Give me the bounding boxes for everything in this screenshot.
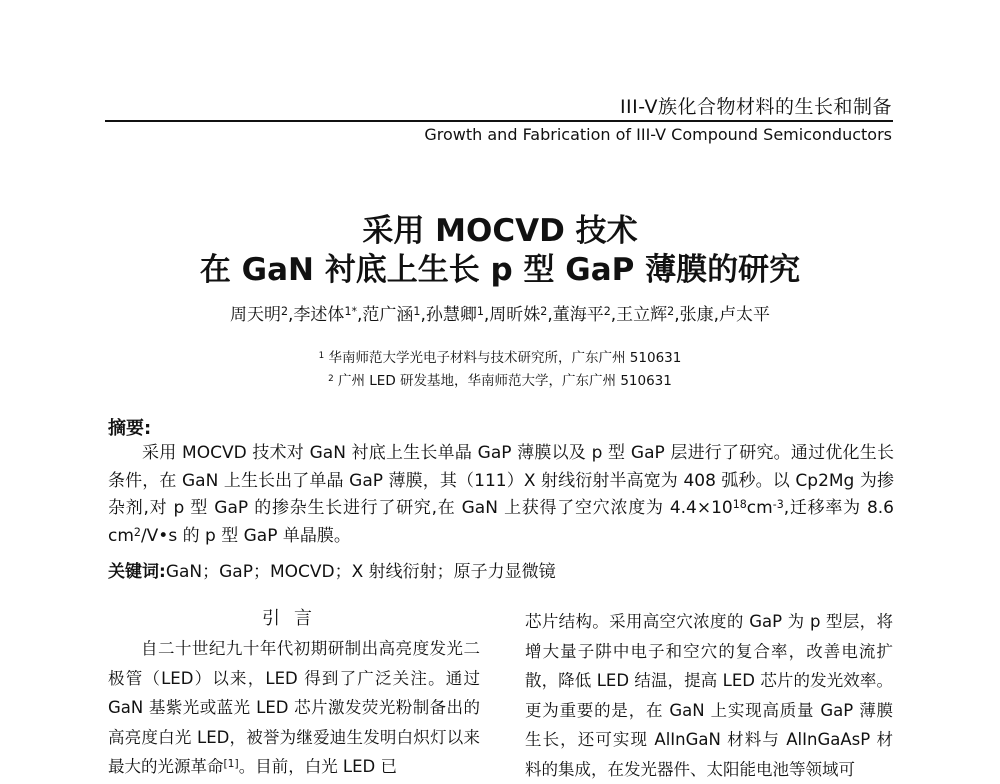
author: 张康: [679, 305, 714, 325]
intro-paragraph-left: 自二十世纪九十年代初期研制出高亮度发光二极管（LED）以来，LED 得到了广泛关注。通过 GaN 基紫光或蓝光 LED 芯片激发荧光粉制备出的高亮度白光 LED，被誉为继爱迪生发明白炽灯以来最大的光源革命[1]。目前，白光 LED 已: [108, 639, 480, 776]
citation-ref: [1]: [223, 757, 239, 771]
affiliation-2: $^2$ 广州 LED 研发基地，华南师范大学，广东广州 510631: [328, 373, 672, 389]
author-list: 周天明$^2$,李述体$^{1*}$,范广涵$^1$,孙慧卿$^1$,周昕姝$^2$,董海平$^2$,王立辉$^2$,张康,卢太平: [230, 305, 770, 325]
author: 周天明$^2$: [230, 305, 289, 325]
keywords: [108, 557, 556, 582]
keywords-label: 关键词:: [108, 562, 166, 582]
author: 周昕姝$^2$: [489, 305, 548, 325]
running-header-chinese: III-V族化合物材料的生长和制备: [619, 96, 892, 118]
author: 董海平$^2$: [552, 305, 611, 325]
running-header-english: Growth and Fabrication of III-V Compound Semiconductors: [424, 125, 892, 144]
paper-title-line-1: 采用 MOCVD 技术: [362, 213, 638, 249]
affiliation-1: $^1$ 华南师范大学光电子材料与技术研究所，广东广州 510631: [318, 350, 682, 366]
body-column-left: [108, 607, 480, 782]
body-column-right: [525, 607, 893, 784]
header-divider: [105, 120, 893, 122]
author: 范广涵$^1$: [362, 305, 421, 325]
keywords-list: GaN；GaP；MOCVD；X 射线衍射；原子力显微镜: [165, 562, 556, 582]
author: 李述体$^{1*}$: [293, 305, 357, 325]
intro-paragraph-right: 芯片结构。采用高空穴浓度的 GaP 为 p 型层，将增大量子阱中电子和空穴的复合率，改善电流扩散，降低 LED 结温，提高 LED 芯片的发光效率。更为重要的是，在 GaN 上实现高质量 GaP 薄膜生长，还可实现 AlInGaN 材料与 AlInGaAsP 材料的集成，在发光器件、太阳能电池等领域可: [525, 612, 893, 779]
paper-title-line-2: 在 GaN 衬底上生长 p 型 GaP 薄膜的研究: [199, 252, 801, 288]
abstract-body: 采用 MOCVD 技术对 GaN 衬底上生长单晶 GaP 薄膜以及 p 型 GaP 层进行了研究。通过优化生长条件，在 GaN 上生长出了单晶 GaP 薄膜，其（111）X 射线衍射半高宽为 408 弧秒。以 Cp2Mg 为掺杂剂,对 p 型 GaP 的掺杂生长进行了研究,在 GaN 上获得了空穴浓度为 $4.4\times 10^{18}cm^{-3}$,迁移率为 8.6 $cm^2/V•s$ 的 p 型 GaP 单晶膜。: [108, 443, 894, 546]
author: 王立辉$^2$: [616, 305, 675, 325]
section-heading-introduction: 引言: [262, 608, 326, 629]
abstract-heading: 摘要:: [108, 418, 152, 439]
author: 卢太平: [719, 305, 770, 325]
author: 孙慧卿$^1$: [425, 305, 484, 325]
